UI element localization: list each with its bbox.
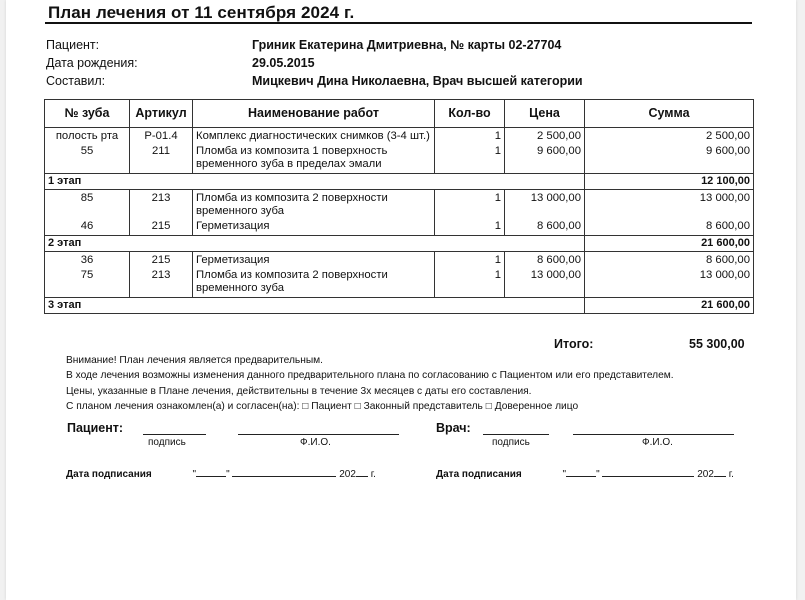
col-header-sum: Сумма — [585, 100, 754, 128]
cell-qty: 1 — [435, 190, 505, 220]
col-header-price: Цена — [505, 100, 585, 128]
cell-qty: 1 — [435, 268, 505, 298]
cell-qty: 1 — [435, 144, 505, 174]
cell-article: 213 — [130, 268, 193, 298]
cell-price: 9 600,00 — [505, 144, 585, 174]
stage-total-row — [45, 174, 754, 190]
note-preliminary: Внимание! План лечения является предварительным. — [66, 355, 323, 366]
cell-price: 13 000,00 — [505, 190, 585, 220]
grand-total-value: 55 300,00 — [689, 337, 745, 351]
stage-total: 21 600,00 — [585, 298, 754, 314]
cell-sum: 2 500,00 — [585, 128, 754, 145]
cell-name: Комплекс диагностических снимков (3-4 шт.) — [193, 128, 435, 145]
grand-total-label: Итого: — [554, 337, 594, 351]
stage-3-summary — [45, 298, 754, 314]
patient-month-blank[interactable] — [232, 467, 336, 477]
doctor-name-line[interactable] — [573, 434, 734, 435]
stage-2-items — [45, 190, 754, 236]
doctor-signature-label: Врач: — [436, 421, 471, 435]
table-row — [45, 268, 754, 298]
cell-qty: 1 — [435, 252, 505, 269]
document-page — [6, 0, 796, 600]
doctor-signature-line[interactable] — [483, 434, 549, 435]
cell-tooth: полость рта — [45, 128, 130, 145]
cell-sum: 8 600,00 — [585, 252, 754, 269]
stage-label: 3 этап — [45, 298, 585, 314]
stage-total-row — [45, 298, 754, 314]
table-row — [45, 128, 754, 145]
author-value: Мицкевич Дина Николаевна, Врач высшей категории — [252, 74, 583, 88]
quote-open: " — [192, 469, 197, 480]
cell-name: Пломба из композита 2 поверхности временного зуба — [193, 190, 435, 220]
cell-article: 213 — [130, 190, 193, 220]
table-row — [45, 219, 754, 236]
patient-signature-line[interactable] — [143, 434, 206, 435]
cell-name: Герметизация — [193, 219, 435, 236]
patient-name-caption: Ф.И.О. — [300, 437, 331, 448]
quote-close: " — [226, 469, 230, 480]
patient-year-blank[interactable] — [356, 467, 368, 477]
patient-signature-caption: подпись — [148, 437, 186, 448]
checkbox-icon[interactable]: □ — [302, 401, 309, 413]
stage-total-row — [45, 236, 754, 252]
doctor-year-blank[interactable] — [714, 467, 726, 477]
table-row — [45, 252, 754, 269]
year-suffix: г. — [370, 469, 376, 480]
cell-price: 8 600,00 — [505, 252, 585, 269]
quote-close: " — [596, 469, 600, 480]
cell-article: 215 — [130, 219, 193, 236]
stage-3-items — [45, 252, 754, 298]
stage-1-items — [45, 128, 754, 174]
checkbox-icon[interactable]: □ — [354, 401, 361, 413]
patient-name-line[interactable] — [238, 434, 399, 435]
patient-day-blank[interactable] — [196, 467, 226, 477]
cell-tooth: 85 — [45, 190, 130, 220]
checkbox-icon[interactable]: □ — [485, 401, 492, 413]
cell-name: Пломба из композита 1 поверхность временного зуба в пределах эмали — [193, 144, 435, 174]
document-title: План лечения от 11 сентября 2024 г. — [48, 3, 355, 22]
cell-name: Герметизация — [193, 252, 435, 269]
stage-total: 21 600,00 — [585, 236, 754, 252]
cell-tooth: 55 — [45, 144, 130, 174]
stage-label: 1 этап — [45, 174, 585, 190]
cell-tooth: 46 — [45, 219, 130, 236]
cell-article: 215 — [130, 252, 193, 269]
doctor-month-blank[interactable] — [602, 467, 694, 477]
table-header-row — [45, 100, 754, 128]
stage-total: 12 100,00 — [585, 174, 754, 190]
author-label: Составил: — [46, 74, 106, 88]
cell-price: 2 500,00 — [505, 128, 585, 145]
table-row — [45, 190, 754, 220]
stage-1-summary — [45, 174, 754, 190]
cell-name: Пломба из композита 2 поверхности временного зуба — [193, 268, 435, 298]
cell-qty: 1 — [435, 219, 505, 236]
year-suffix: г. — [728, 469, 734, 480]
patient-signature-label: Пациент: — [67, 421, 124, 435]
cell-sum: 8 600,00 — [585, 219, 754, 236]
stage-label: 2 этап — [45, 236, 585, 252]
col-header-tooth: № зуба — [45, 100, 130, 128]
checkbox-rep-label: Законный представитель — [363, 401, 483, 413]
year-prefix: 202 — [339, 469, 356, 480]
cell-price: 8 600,00 — [505, 219, 585, 236]
cell-tooth: 36 — [45, 252, 130, 269]
cell-article: Р-01.4 — [130, 128, 193, 145]
consent-prefix: С планом лечения ознакомлен(а) и согласен(на): — [66, 401, 300, 413]
col-header-name: Наименование работ — [193, 100, 435, 128]
doctor-name-caption: Ф.И.О. — [642, 437, 673, 448]
note-prices: Цены, указанные в Плане лечения, действительны в течение 3х месяцев с даты его составления. — [66, 385, 532, 397]
dob-value: 29.05.2015 — [252, 56, 315, 70]
doctor-date-label: Дата подписания — [436, 469, 522, 480]
cell-tooth: 75 — [45, 268, 130, 298]
patient-value: Гриник Екатерина Дмитриевна, № карты 02-27704 — [252, 38, 562, 52]
treatment-table — [44, 99, 754, 314]
cell-qty: 1 — [435, 128, 505, 145]
doctor-day-blank[interactable] — [566, 467, 596, 477]
cell-price: 13 000,00 — [505, 268, 585, 298]
doctor-date-row — [436, 467, 734, 480]
title-divider — [45, 22, 752, 24]
checkbox-patient-label: Пациент — [311, 401, 352, 413]
note-consent — [66, 399, 674, 414]
col-header-qty: Кол-во — [435, 100, 505, 128]
stage-2-summary — [45, 236, 754, 252]
notes-block — [66, 353, 674, 415]
quote-open: " — [562, 469, 567, 480]
year-prefix: 202 — [697, 469, 714, 480]
patient-label: Пациент: — [46, 38, 100, 52]
table-row — [45, 144, 754, 174]
checkbox-proxy-label: Доверенное лицо — [494, 401, 579, 413]
patient-date-label: Дата подписания — [66, 469, 152, 480]
cell-article: 211 — [130, 144, 193, 174]
patient-date-row — [66, 467, 376, 480]
cell-sum: 13 000,00 — [585, 268, 754, 298]
dob-label: Дата рождения: — [46, 56, 138, 70]
doctor-signature-caption: подпись — [492, 437, 530, 448]
cell-sum: 9 600,00 — [585, 144, 754, 174]
note-changes: В ходе лечения возможны изменения данного предварительного плана по согласованию с Пациентом или его представителем. — [66, 370, 674, 382]
col-header-article: Артикул — [130, 100, 193, 128]
cell-sum: 13 000,00 — [585, 190, 754, 220]
